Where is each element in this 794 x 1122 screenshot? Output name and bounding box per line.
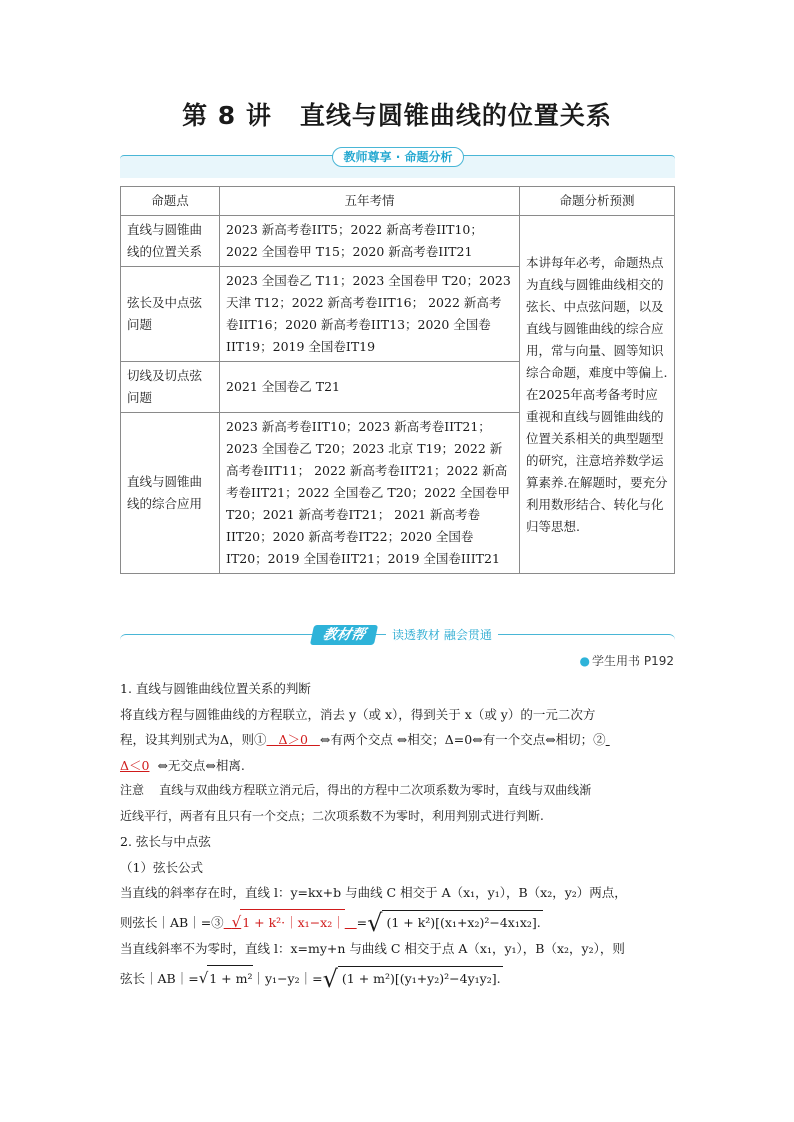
section-title: 1. 直线与圆锥曲线位置关系的判断 bbox=[120, 681, 311, 696]
lecture-number: 第 8 讲 bbox=[182, 101, 272, 130]
paragraph: 当直线的斜率存在时，直线 l：y=kx+b 与曲线 C 相交于 A（x₁，y₁），B（x₂，y₂）两点， bbox=[120, 885, 627, 900]
content-body bbox=[120, 676, 680, 992]
exams-cell: 2023 新高考卷IIT5；2022 新高考卷IIT10；2022 全国卷甲 T15；2020 新高考卷IIT21 bbox=[220, 216, 520, 267]
table-header-row bbox=[121, 187, 675, 216]
analysis-table bbox=[120, 186, 675, 574]
topic-cell: 直线与圆锥曲线的位置关系 bbox=[121, 216, 220, 267]
band-subtitle: 读透教材 融会贯通 bbox=[386, 626, 498, 644]
exams-cell: 2021 全国卷乙 T21 bbox=[220, 362, 520, 413]
blank-answer: Δ＞0 bbox=[278, 732, 308, 747]
table-header: 命题分析预测 bbox=[520, 187, 675, 216]
section-title: 2. 弦长与中点弦 bbox=[120, 834, 211, 849]
teacher-banner bbox=[120, 147, 675, 177]
exams-cell: 2023 新高考卷IIT10；2023 新高考卷IIT21；2023 全国卷乙 T20；2023 北京 T19；2022 新高考卷IIT11； 2022 新高考卷IIT21；2022 新高考卷IIT21；2022 全国卷乙 T20；2022 全国卷甲 T20；2021 新高考卷IT21； 2021 新高考卷IIT20；2020 新高考卷IT22；2020 全国卷IT20；2019 全国卷IIT21；2019 全国卷IIIT21 bbox=[220, 413, 520, 574]
paragraph: 将直线方程与圆锥曲线的方程联立，消去 y（或 x），得到关于 x（或 y）的一元二次方 bbox=[120, 706, 596, 722]
note-label: 注意 bbox=[120, 783, 145, 797]
blank-answer: Δ＜0 bbox=[120, 757, 150, 773]
banner-pill: 教师尊享 · 命题分析 bbox=[332, 147, 464, 167]
exams-cell: 2023 全国卷乙 T11；2023 全国卷甲 T20；2023 天津 T12；2022 新高考卷IIT16； 2022 新高考卷IIT16；2020 新高考卷IIT13；2020 全国卷IIT19；2019 全国卷IT19 bbox=[220, 267, 520, 362]
note: 近线平行，两者有且只有一个交点；二次项系数不为零时，利用判别式进行判断. bbox=[120, 808, 544, 823]
paragraph: 程，设其判别式为Δ，则① Δ＞0 ⇔有两个交点 ⇔相交；Δ=0⇔有一个交点⇔相切；② bbox=[120, 732, 606, 747]
topic-cell: 切线及切点弦问题 bbox=[121, 362, 220, 413]
topic-cell: 弦长及中点弦问题 bbox=[121, 267, 220, 362]
radical-icon: √ bbox=[322, 964, 338, 993]
note: 注意 直线与双曲线方程联立消元后，得出的方程中二次项系数为零时，直线与双曲线渐 bbox=[120, 783, 592, 797]
textbook-band bbox=[120, 622, 675, 652]
analysis-cell: 本讲每年必考，命题热点为直线与圆锥曲线相交的弦长、中点弦问题，以及直线与圆锥曲线的综合应用，常与向量、圆等知识综合命题，难度中等偏上.在2025年高考备考时应重视和直线与圆锥曲线的位置关系相关的典型题型的研究，注意培养数学运算素养.在解题时，要充分利用数形结合、转化与化归等思想. bbox=[520, 216, 675, 574]
paragraph: Δ＜0 ⇔无交点⇔相离. bbox=[120, 757, 245, 773]
formula: (1 + m²)[(y₁+y₂)²−4y₁y₂]. bbox=[338, 966, 503, 989]
page-title bbox=[0, 96, 794, 132]
student-book-ref: ● 学生用书 P192 bbox=[579, 654, 674, 668]
topic-cell: 直线与圆锥曲线的综合应用 bbox=[121, 413, 220, 574]
table-header: 命题点 bbox=[121, 187, 220, 216]
textbook-badge: 教材帮 bbox=[310, 625, 378, 645]
radical-icon: √ bbox=[367, 908, 383, 937]
paragraph: 弦长｜AB｜=√1 + m²｜y₁−y₂｜=√ (1 + m²)[(y₁+y₂)²−4y₁y₂]. bbox=[120, 964, 501, 993]
bullet-icon: ● bbox=[579, 654, 591, 668]
lecture-topic: 直线与圆锥曲线的位置关系 bbox=[299, 101, 612, 130]
paragraph: 则弦长｜AB｜=③ √1 + k²·｜x₁−x₂｜ =√ (1 + k²)[(x₁+x₂)²−4x₁x₂]. bbox=[120, 908, 541, 937]
subsection-title: （1）弦长公式 bbox=[120, 859, 203, 875]
table-row bbox=[121, 216, 675, 267]
table-header: 五年考情 bbox=[220, 187, 520, 216]
formula: (1 + k²)[(x₁+x₂)²−4x₁x₂]. bbox=[382, 910, 542, 933]
blank-answer: √1 + k²·｜x₁−x₂｜ bbox=[224, 915, 357, 930]
paragraph: 当直线斜率不为零时，直线 l：x=my+n 与曲线 C 相交于点 A（x₁，y₁），B（x₂，y₂），则 bbox=[120, 941, 625, 956]
